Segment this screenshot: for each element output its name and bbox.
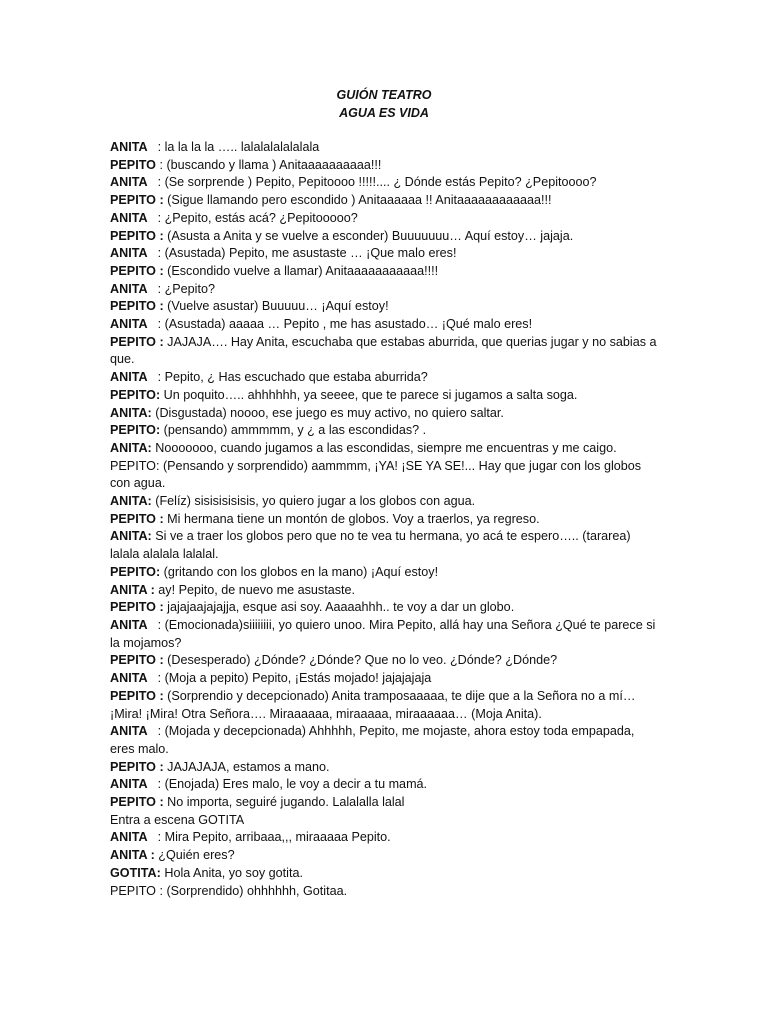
script-body bbox=[110, 139, 658, 900]
dialogue-line bbox=[110, 564, 658, 582]
speaker-name: ANITA bbox=[110, 777, 158, 792]
speaker-name: PEPITO : bbox=[110, 688, 164, 703]
speaker-name: PEPITO : bbox=[110, 600, 164, 615]
speaker-name: ANITA: bbox=[110, 440, 152, 455]
speaker-name: PEPITO: bbox=[110, 423, 161, 438]
dialogue-text: : la la la la ….. lalalalalalalala bbox=[157, 140, 320, 154]
dialogue-line bbox=[110, 617, 658, 652]
dialogue-text: (Desesperado) ¿Dónde? ¿Dónde? Que no lo veo. ¿Dónde? ¿Dónde? bbox=[163, 653, 558, 668]
dialogue-text: : (Mojada y decepcionada) Ahhhhh, Pepito, me mojaste, ahora estoy toda empapada, eres malo. bbox=[110, 724, 635, 756]
speaker-name: ANITA : bbox=[110, 848, 155, 863]
dialogue-text: : ¿Pepito? bbox=[157, 281, 215, 296]
speaker-name: PEPITO : bbox=[110, 334, 164, 349]
dialogue-text: (Vuelve asustar) Buuuuu… ¡Aquí estoy! bbox=[163, 299, 389, 314]
dialogue-text: jajajaajajajja, esque asi soy. Aaaaahhh.. te voy a dar un globo. bbox=[163, 600, 515, 615]
speaker-name: PEPITO : bbox=[110, 883, 163, 898]
dialogue-text: (Disgustada) noooo, ese juego es muy activo, no quiero saltar. bbox=[151, 405, 504, 420]
dialogue-line bbox=[110, 458, 658, 493]
speaker-name: ANITA bbox=[110, 281, 158, 296]
document-title: GUIÓN TEATRO bbox=[336, 88, 432, 102]
dialogue-text: ay! Pepito, de nuevo me asustaste. bbox=[154, 582, 356, 597]
dialogue-line bbox=[110, 812, 658, 830]
dialogue-text: Hola Anita, yo soy gotita. bbox=[160, 865, 303, 880]
dialogue-text: : (Se sorprende ) Pepito, Pepitoooo !!!!!.... ¿ Dónde estás Pepito? ¿Pepitoooo? bbox=[157, 175, 597, 190]
speaker-name: PEPITO: bbox=[110, 387, 161, 402]
speaker-name: ANITA bbox=[110, 617, 158, 632]
dialogue-text: (Pensando y sorprendido) aammmm, ¡YA! ¡SE YA SE!... Hay que jugar con los globos con agua. bbox=[110, 458, 642, 491]
dialogue-line bbox=[110, 281, 658, 299]
title-block bbox=[0, 87, 768, 122]
dialogue-text: Nooooooo, cuando jugamos a las escondidas, siempre me encuentras y me caigo. bbox=[151, 440, 617, 455]
dialogue-line bbox=[110, 369, 658, 387]
dialogue-line bbox=[110, 298, 658, 316]
dialogue-line bbox=[110, 228, 658, 246]
document-subtitle: AGUA ES VIDA bbox=[339, 105, 429, 120]
speaker-name: ANITA bbox=[110, 724, 158, 739]
dialogue-text: : (Moja a pepito) Pepito, ¡Estás mojado! jajajajaja bbox=[157, 671, 432, 686]
speaker-name: PEPITO: bbox=[110, 458, 160, 473]
speaker-name: PEPITO : bbox=[110, 795, 164, 810]
dialogue-line bbox=[110, 883, 658, 901]
dialogue-text: JAJAJAJA, estamos a mano. bbox=[163, 759, 330, 774]
dialogue-text: (Sorprendio y decepcionado) Anita tramposaaaaa, te dije que a la Señora no a mí… ¡Mira! ¡Mira! Otra Señora…. Miraaaaaa, miraaaaa, miraaaaaa… (Moja Anita). bbox=[110, 688, 636, 721]
dialogue-text: Mi hermana tiene un montón de globos. Voy a traerlos, ya regreso. bbox=[163, 511, 540, 526]
dialogue-line bbox=[110, 139, 658, 157]
dialogue-line bbox=[110, 794, 658, 812]
dialogue-text: (pensando) ammmmm, y ¿ a las escondidas? . bbox=[160, 423, 427, 438]
dialogue-line bbox=[110, 599, 658, 617]
dialogue-line bbox=[110, 157, 658, 175]
dialogue-line bbox=[110, 688, 658, 723]
speaker-name: ANITA: bbox=[110, 529, 152, 544]
dialogue-line bbox=[110, 776, 658, 794]
dialogue-text: : (buscando y llama ) Anitaaaaaaaaaa!!! bbox=[155, 157, 382, 172]
dialogue-text: (Asusta a Anita y se vuelve a esconder) Buuuuuuu… Aquí estoy… jajaja. bbox=[163, 228, 574, 243]
speaker-name: ANITA : bbox=[110, 582, 155, 597]
dialogue-line bbox=[110, 192, 658, 210]
speaker-name: PEPITO : bbox=[110, 759, 164, 774]
dialogue-line bbox=[110, 334, 658, 369]
dialogue-line bbox=[110, 829, 658, 847]
dialogue-line bbox=[110, 405, 658, 423]
speaker-name: ANITA bbox=[110, 370, 158, 385]
speaker-name: PEPITO : bbox=[110, 263, 164, 278]
speaker-name: PEPITO: bbox=[110, 564, 161, 579]
dialogue-text: : (Asustada) Pepito, me asustaste … ¡Que malo eres! bbox=[157, 246, 457, 261]
dialogue-line bbox=[110, 422, 658, 440]
dialogue-line bbox=[110, 316, 658, 334]
speaker-name: PEPITO bbox=[110, 157, 156, 172]
dialogue-text: : (Asustada) aaaaa … Pepito , me has asustado… ¡Qué malo eres! bbox=[157, 317, 533, 332]
dialogue-text: (Escondido vuelve a llamar) Anitaaaaaaaaaaa!!!! bbox=[163, 263, 439, 278]
speaker-name: ANITA bbox=[110, 671, 158, 686]
dialogue-text: No importa, seguiré jugando. Lalalalla lalal bbox=[163, 795, 405, 810]
dialogue-line bbox=[110, 493, 658, 511]
dialogue-text: : (Emocionada)siiiiiiii, yo quiero unoo. Mira Pepito, allá hay una Señora ¿Qué te parece si la mojamos? bbox=[110, 617, 656, 650]
dialogue-text: ¿Quién eres? bbox=[154, 848, 235, 863]
speaker-name: PEPITO : bbox=[110, 228, 164, 243]
dialogue-line bbox=[110, 263, 658, 281]
dialogue-line bbox=[110, 865, 658, 883]
speaker-name: ANITA: bbox=[110, 405, 152, 420]
speaker-name: ANITA bbox=[110, 830, 158, 845]
speaker-name: PEPITO : bbox=[110, 299, 164, 314]
dialogue-text: (Felíz) sisisisisisis, yo quiero jugar a los globos con agua. bbox=[151, 494, 476, 509]
dialogue-line bbox=[110, 528, 658, 563]
dialogue-line bbox=[110, 511, 658, 529]
speaker-name: PEPITO : bbox=[110, 653, 164, 668]
dialogue-text: : Pepito, ¿ Has escuchado que estaba aburrida? bbox=[157, 370, 428, 385]
speaker-name: ANITA: bbox=[110, 494, 152, 509]
dialogue-line bbox=[110, 387, 658, 405]
speaker-name: GOTITA: bbox=[110, 865, 161, 880]
dialogue-line bbox=[110, 245, 658, 263]
dialogue-line bbox=[110, 440, 658, 458]
speaker-name: ANITA bbox=[110, 175, 158, 190]
speaker-name: ANITA bbox=[110, 317, 158, 332]
dialogue-line bbox=[110, 210, 658, 228]
speaker-name: ANITA bbox=[110, 246, 158, 261]
speaker-name: PEPITO : bbox=[110, 193, 164, 208]
dialogue-line bbox=[110, 723, 658, 758]
dialogue-line bbox=[110, 174, 658, 192]
dialogue-line bbox=[110, 582, 658, 600]
dialogue-text: (Sorprendido) ohhhhhh, Gotitaa. bbox=[162, 883, 348, 898]
dialogue-text: Entra a escena GOTITA bbox=[110, 812, 245, 827]
dialogue-text: : (Enojada) Eres malo, le voy a decir a tu mamá. bbox=[157, 777, 428, 792]
speaker-name: ANITA bbox=[110, 140, 158, 154]
dialogue-line bbox=[110, 847, 658, 865]
dialogue-line bbox=[110, 652, 658, 670]
dialogue-text: (gritando con los globos en la mano) ¡Aquí estoy! bbox=[160, 564, 439, 579]
speaker-name: ANITA bbox=[110, 210, 158, 225]
dialogue-text: JAJAJA…. Hay Anita, escuchaba que estabas aburrida, que querias jugar y no sabias a que. bbox=[110, 334, 657, 367]
dialogue-text: : Mira Pepito, arribaaa,,, miraaaaa Pepito. bbox=[157, 830, 391, 845]
dialogue-text: Un poquito….. ahhhhhh, ya seeee, que te parece si jugamos a salta soga. bbox=[160, 387, 578, 402]
dialogue-text: (Sigue llamando pero escondido ) Anitaaaaaa !! Anitaaaaaaaaaaaa!!! bbox=[163, 193, 552, 208]
dialogue-line bbox=[110, 670, 658, 688]
dialogue-text: : ¿Pepito, estás acá? ¿Pepitooooo? bbox=[157, 210, 358, 225]
speaker-name: PEPITO : bbox=[110, 511, 164, 526]
dialogue-text: Si ve a traer los globos pero que no te vea tu hermana, yo acá te espero….. (tararea) lalala alalala lalalal. bbox=[110, 529, 631, 562]
dialogue-line bbox=[110, 759, 658, 777]
